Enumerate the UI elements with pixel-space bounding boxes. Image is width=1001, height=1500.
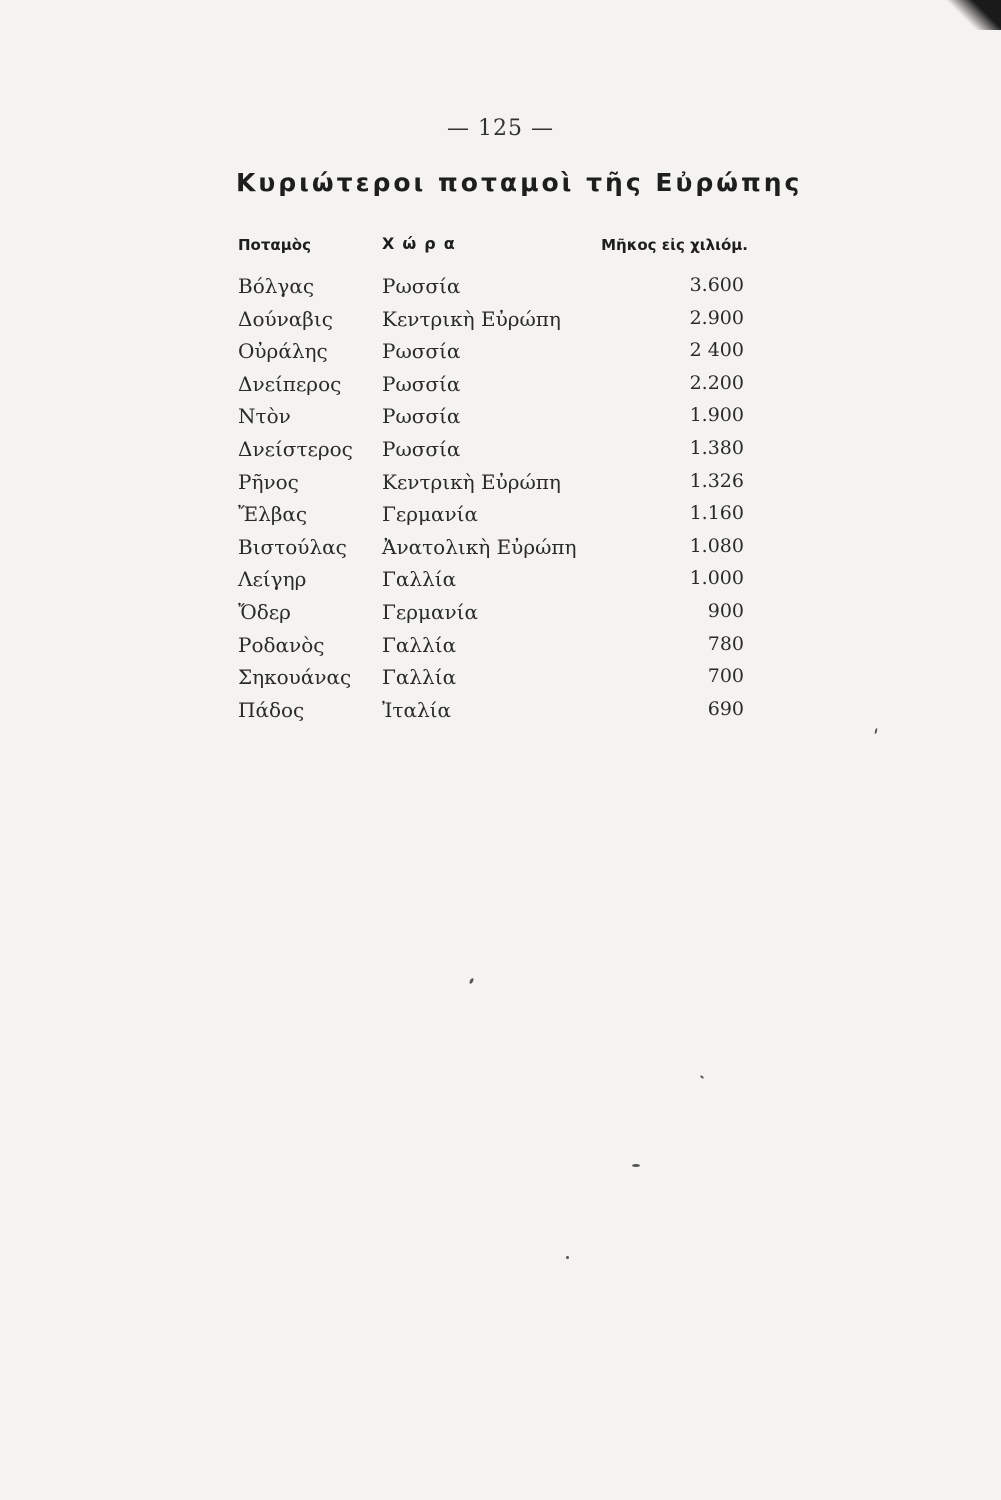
- river-name: Δνείστερος: [238, 436, 353, 461]
- river-length: 1.900: [689, 404, 744, 427]
- river-country: Ἰταλία: [382, 697, 452, 722]
- river-length: 1.080: [689, 534, 744, 557]
- river-country: Ρωσσία: [382, 436, 461, 461]
- river-name: Ὄδερ: [238, 599, 291, 624]
- column-header-river: Ποταμὸς: [238, 236, 311, 254]
- river-length: 2.900: [689, 306, 744, 329]
- scan-speck: [469, 978, 475, 985]
- table-row: [238, 466, 748, 499]
- table-row: [238, 498, 748, 531]
- table-row: [238, 661, 748, 694]
- table-row: [238, 270, 748, 303]
- river-name: Δούναβις: [238, 306, 333, 331]
- river-name: Δνείπερος: [238, 371, 342, 396]
- river-name: Ἔλβας: [238, 502, 308, 527]
- river-name: Ντὸν: [238, 404, 291, 429]
- river-country: Γερμανία: [382, 502, 479, 527]
- river-country: Ἀνατολικὴ Εὐρώπη: [382, 534, 577, 559]
- rivers-table: [238, 230, 748, 726]
- river-length: 1.000: [689, 567, 744, 590]
- scan-corner-shadow: [931, 0, 1001, 30]
- river-length: 1.326: [689, 469, 744, 492]
- river-name: Οὐράλης: [238, 339, 328, 364]
- scan-speck: [566, 1256, 569, 1259]
- river-length: 1.380: [689, 436, 744, 459]
- river-country: Ρωσσία: [382, 404, 461, 429]
- river-country: Κεντρικὴ Εὐρώπη: [382, 469, 561, 494]
- river-length: 780: [707, 632, 744, 655]
- river-length: 3.600: [689, 274, 744, 296]
- table-row: [238, 303, 748, 336]
- river-name: Σηκουάνας: [238, 665, 352, 690]
- table-row: [238, 629, 748, 662]
- river-country: Γαλλία: [382, 632, 457, 657]
- column-header-country: Χώρα: [382, 234, 463, 253]
- scan-speck: [700, 1075, 704, 1079]
- river-length: 1.160: [689, 502, 744, 525]
- river-name: Ροδανὸς: [238, 632, 325, 657]
- page-title: Κυριώτεροι ποταμοὶ τῆς Εὐρώπης: [236, 168, 803, 197]
- river-country: Ρωσσία: [382, 274, 461, 298]
- river-country: Κεντρικὴ Εὐρώπη: [382, 306, 561, 331]
- river-length: 900: [707, 599, 744, 622]
- river-country: Γαλλία: [382, 567, 457, 592]
- river-length: 2.200: [689, 371, 744, 394]
- table-row: [238, 433, 748, 466]
- river-country: Γαλλία: [382, 665, 457, 690]
- river-country: Γερμανία: [382, 599, 479, 624]
- river-name: Λείγηρ: [238, 567, 307, 592]
- river-country: Ρωσσία: [382, 339, 461, 364]
- river-length: 2 400: [689, 339, 744, 362]
- table-row: [238, 596, 748, 629]
- river-length: 690: [707, 697, 744, 720]
- table-row: [238, 368, 748, 401]
- river-length: 700: [707, 665, 744, 688]
- scan-speck: [874, 728, 877, 734]
- table-header: [238, 230, 748, 270]
- table-row: [238, 335, 748, 368]
- table-row: [238, 694, 748, 727]
- river-country: Ρωσσία: [382, 371, 461, 396]
- river-name: Ρῆνος: [238, 469, 299, 494]
- page-number: — 125 —: [447, 116, 554, 141]
- table-row: [238, 563, 748, 596]
- scan-speck: [632, 1164, 640, 1167]
- river-name: Πάδος: [238, 697, 305, 722]
- river-name: Βόλγας: [238, 274, 315, 298]
- column-header-length: Μῆκος εἰς χιλιόμ.: [601, 236, 748, 254]
- table-row: [238, 400, 748, 433]
- river-name: Βιστούλας: [238, 534, 347, 559]
- table-row: [238, 531, 748, 564]
